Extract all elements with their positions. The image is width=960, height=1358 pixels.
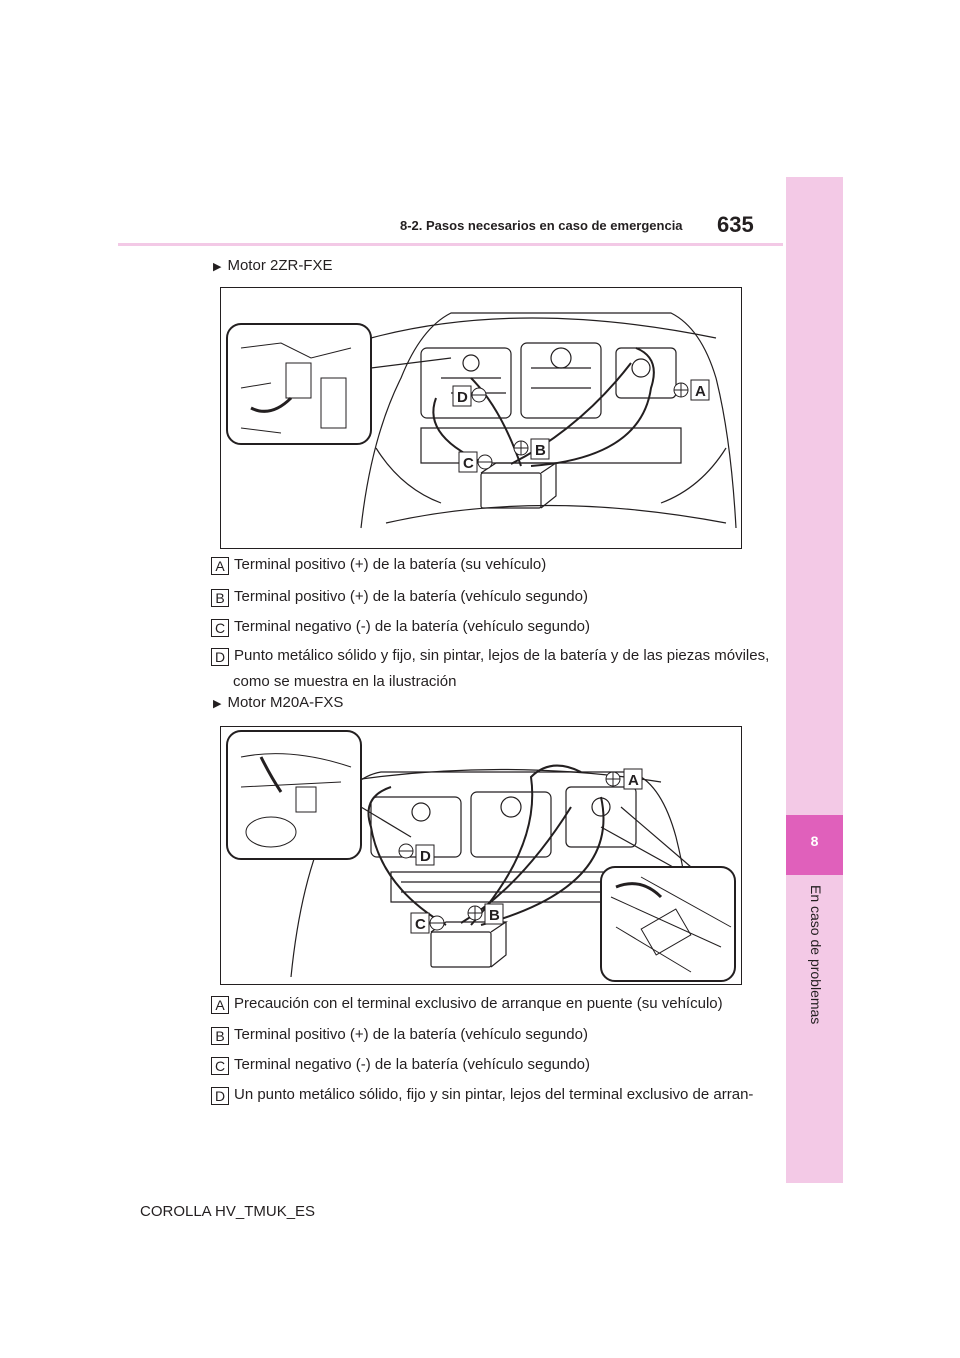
- legend-item: B Terminal positivo (+) de la batería (vehículo segundo): [211, 587, 588, 607]
- section-title: 8-2. Pasos necesarios en caso de emergencia: [400, 218, 683, 233]
- chapter-number: 8: [810, 833, 819, 849]
- callout-letter: C: [211, 619, 229, 637]
- bullet-triangle-icon: ▶: [213, 698, 222, 710]
- callout-letter: B: [211, 589, 229, 607]
- svg-text:D: D: [457, 389, 468, 406]
- legend-item: D Un punto metálico sólido, fijo y sin pintar, lejos del terminal exclusivo de arran-: [211, 1085, 753, 1105]
- svg-text:A: A: [628, 772, 639, 789]
- callout-letter: B: [211, 1027, 229, 1045]
- svg-text:B: B: [535, 442, 546, 459]
- callout-letter: A: [211, 996, 229, 1014]
- callout-letter: C: [211, 1057, 229, 1075]
- legend-item-continuation: como se muestra en la ilustración: [233, 673, 457, 690]
- chapter-label: En caso de problemas: [808, 885, 824, 1025]
- callout-letter: D: [211, 1087, 229, 1105]
- svg-text:D: D: [420, 848, 431, 865]
- svg-text:B: B: [489, 907, 500, 924]
- legend-item: C Terminal negativo (-) de la batería (vehículo segundo): [211, 1055, 590, 1075]
- engine-bay-drawing-1: [221, 288, 741, 548]
- svg-text:C: C: [463, 455, 474, 472]
- legend-item: A Precaución con el terminal exclusivo de arranque en puente (su vehículo): [211, 994, 723, 1014]
- figure-1-heading: ▶ Motor 2ZR-FXE: [213, 257, 333, 274]
- callout-letter: A: [211, 557, 229, 575]
- svg-text:A: A: [695, 383, 706, 400]
- figure-1-illustration: [220, 287, 742, 549]
- figure-2-illustration: [220, 726, 742, 985]
- bullet-triangle-icon: ▶: [213, 261, 222, 273]
- document-footer: COROLLA HV_TMUK_ES: [140, 1203, 316, 1220]
- header-rule: [118, 243, 783, 246]
- chapter-side-tab: [786, 177, 843, 1183]
- engine-bay-drawing-2: [221, 727, 741, 984]
- legend-item: A Terminal positivo (+) de la batería (su vehículo): [211, 555, 546, 575]
- svg-text:C: C: [415, 916, 426, 933]
- page-number: 635: [717, 212, 754, 237]
- callout-letter: D: [211, 648, 229, 666]
- legend-item: D Punto metálico sólido y fijo, sin pintar, lejos de la batería y de las piezas móviles, como se muestra en la ilustración: [211, 646, 769, 692]
- legend-item: C Terminal negativo (-) de la batería (vehículo segundo): [211, 617, 590, 637]
- figure-2-heading: ▶ Motor M20A-FXS: [213, 694, 344, 711]
- legend-item: B Terminal positivo (+) de la batería (vehículo segundo): [211, 1025, 588, 1045]
